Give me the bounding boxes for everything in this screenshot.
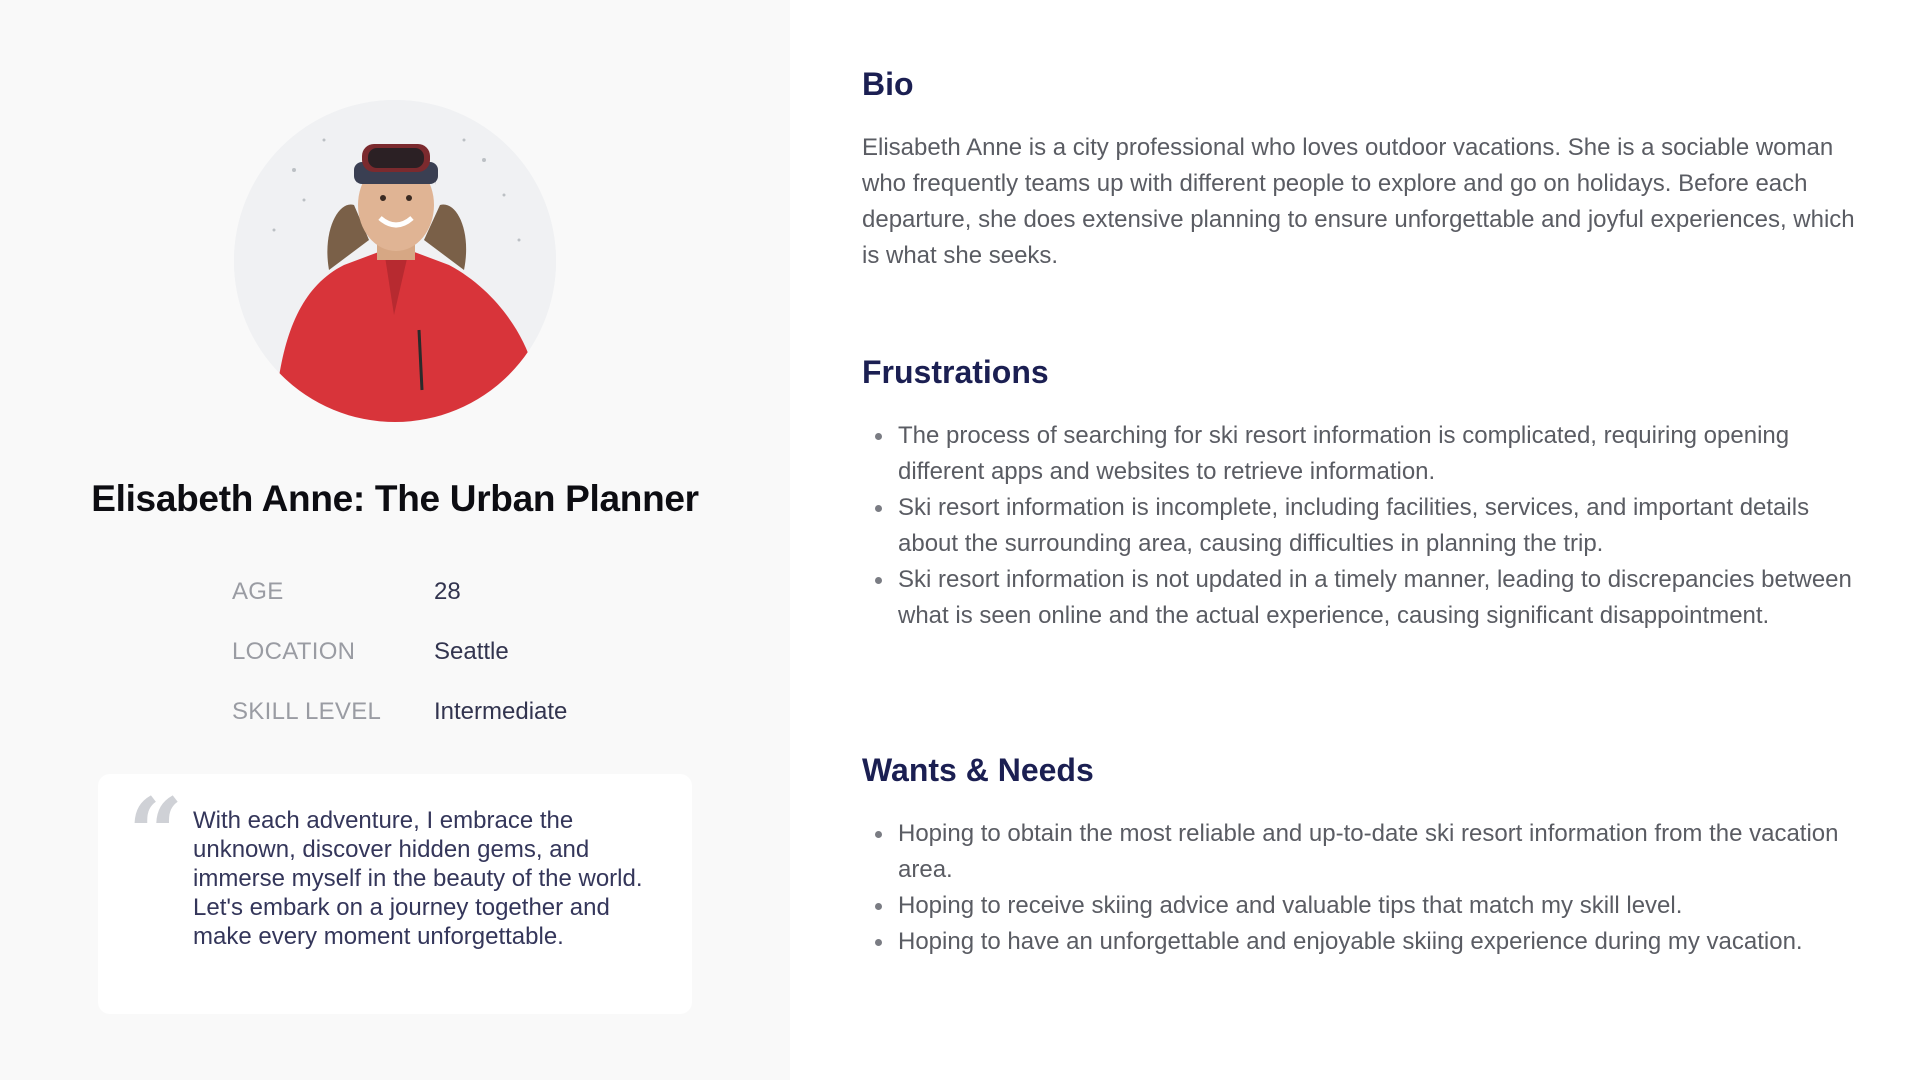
persona-name: Elisabeth Anne: The Urban Planner (91, 478, 699, 519)
list-item: Ski resort information is incomplete, including facilities, services, and important details about the surrounding area, causing difficulties in planning the trip. (862, 490, 1862, 562)
bio-title: Bio (862, 66, 914, 102)
attribute-label: SKILL LEVEL (232, 698, 382, 725)
bio-text: Elisabeth Anne is a city professional who loves outdoor vacations. She is a sociable woman who frequently teams up with different people to explore and go on holidays. Before each departure, she does extensive planning to ensure unforgettable and joyful experiences, which is what she seeks. (862, 134, 1855, 269)
persona-attributes (232, 562, 652, 742)
details-panel (790, 0, 1920, 1080)
attribute-value: 28 (434, 578, 461, 605)
wants-needs-title: Wants & Needs (862, 752, 1094, 788)
frustrations-list (862, 418, 1862, 634)
quote-text: With each adventure, I embrace the unknown, discover hidden gems, and immerse myself in the beauty of the world. Let's embark on a journey together and make every moment unforgettable. (193, 807, 643, 950)
quote-card (98, 774, 692, 1014)
list-item: The process of searching for ski resort information is complicated, requiring opening different apps and websites to retrieve information. (862, 418, 1862, 490)
attribute-location (232, 622, 652, 682)
list-item: Hoping to obtain the most reliable and up-to-date ski resort information from the vacation area. (862, 816, 1862, 888)
attribute-label: LOCATION (232, 638, 356, 665)
attribute-skill-level (232, 682, 652, 742)
quote-mark-icon: “ (128, 777, 184, 890)
avatar-photo-icon (234, 100, 556, 422)
attribute-value: Seattle (434, 638, 509, 665)
wants-needs-list (862, 816, 1862, 960)
list-item: Hoping to receive skiing advice and valuable tips that match my skill level. (862, 888, 1862, 924)
avatar (234, 100, 556, 422)
attribute-age (232, 562, 652, 622)
attribute-label: AGE (232, 578, 284, 605)
list-item: Ski resort information is not updated in a timely manner, leading to discrepancies between what is seen online and the actual experience, causing significant disappointment. (862, 562, 1862, 634)
frustrations-title: Frustrations (862, 354, 1049, 390)
attribute-value: Intermediate (434, 698, 568, 725)
list-item: Hoping to have an unforgettable and enjoyable skiing experience during my vacation. (862, 924, 1862, 960)
persona-panel (0, 0, 790, 1080)
